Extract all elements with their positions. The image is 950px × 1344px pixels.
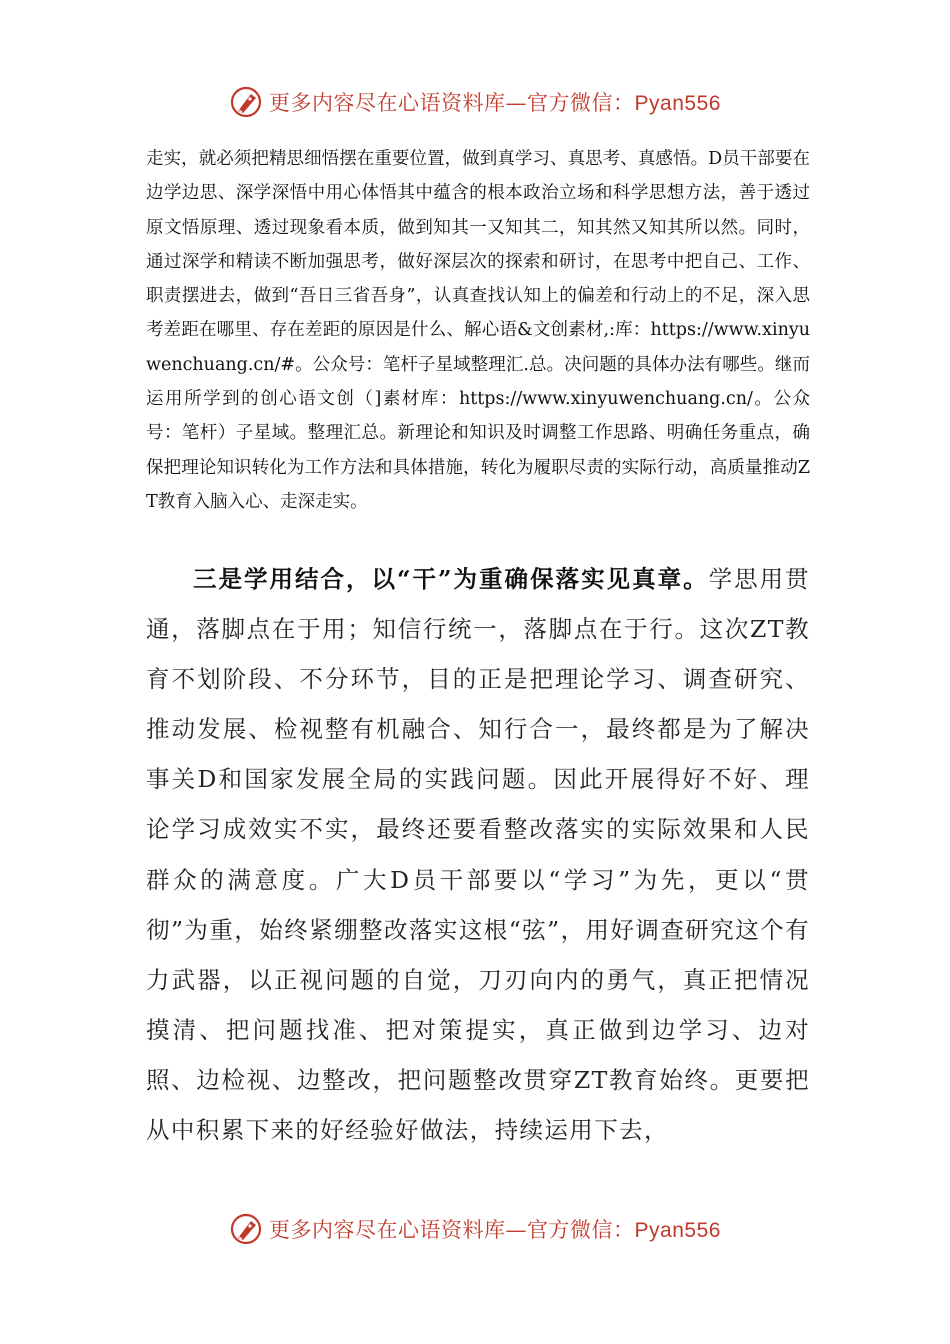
pen-nib-logo-icon xyxy=(229,1212,263,1246)
header-banner-text: 更多内容尽在心语资料库—官方微信：Pyan556 xyxy=(269,91,721,115)
body-paragraph-1: 走实，就必须把精思细悟摆在重要位置，做到真学习、真思考、真感悟。D员干部要在边学边思、深学深悟中用心体悟其中蕴含的根本政治立场和科学思想方法，善于透过原文悟原理、透过现象看本质，做到知其一又知其二，知其然又知其所以然。同时，通过深学和精读不断加强思考，做好深层次的探索和研讨，在思考中把自己、工作、职责摆进去，做到“吾日三省吾身”，认真查找认知上的偏差和行动上的不足，深入思考差距在哪里、存在差距的原因是什么、解心语&文创素材,:库：https://www.xinyuwenchuang.cn/#。公众号：笔杆子星域整理汇.总。决问题的具体办法有哪些。继而运用所学到的创心语文创（]素材库：https://www.xinyuwenchuang.cn/。公众号：笔杆）子星域。整理汇总。新理论和知识及时调整工作思路、明确任务重点，确保把理论知识转化为工作方法和具体措施，转化为履职尽责的实际行动，高质量推动ZT教育入脑入心、走深走实。 xyxy=(146,149,810,512)
footer-wechat-id: Pyan556 xyxy=(634,1219,721,1242)
footer-banner xyxy=(0,1207,950,1251)
pen-nib-logo-icon xyxy=(229,85,263,119)
section-heading-lead: 三是学用结合，以“干”为重确保落实见真章。 xyxy=(193,565,709,593)
header-banner xyxy=(0,80,950,124)
footer-banner-text: 更多内容尽在心语资料库—官方微信：Pyan556 xyxy=(269,1218,721,1242)
section-body-text: 学思用贯通，落脚点在于用；知信行统一，落脚点在于行。这次ZT教育不划阶段、不分环节，目的正是把理论学习、调查研究、推动发展、检视整有机融合、知行合一，最终都是为了解决事关D和国家发展全局的实践问题。因此开展得好不好、理论学习成效实不实，最终还要看整改落实的实际效果和人民群众的满意度。广大D员干部要以“学习”为先，更以“贯彻”为重，始终紧绷整改落实这根“弦”，用好调查研究这个有力武器，以正视问题的自觉，刀刃向内的勇气，真正把情况摸清、把问题找准、把对策提实，真正做到边学习、边对照、边检视、边整改，把问题整改贯穿ZT教育始终。更要把从中积累下来的好经验好做法，持续运用下去， xyxy=(146,565,811,1145)
body-paragraph-2 xyxy=(146,554,810,1155)
header-wechat-id: Pyan556 xyxy=(634,92,721,115)
